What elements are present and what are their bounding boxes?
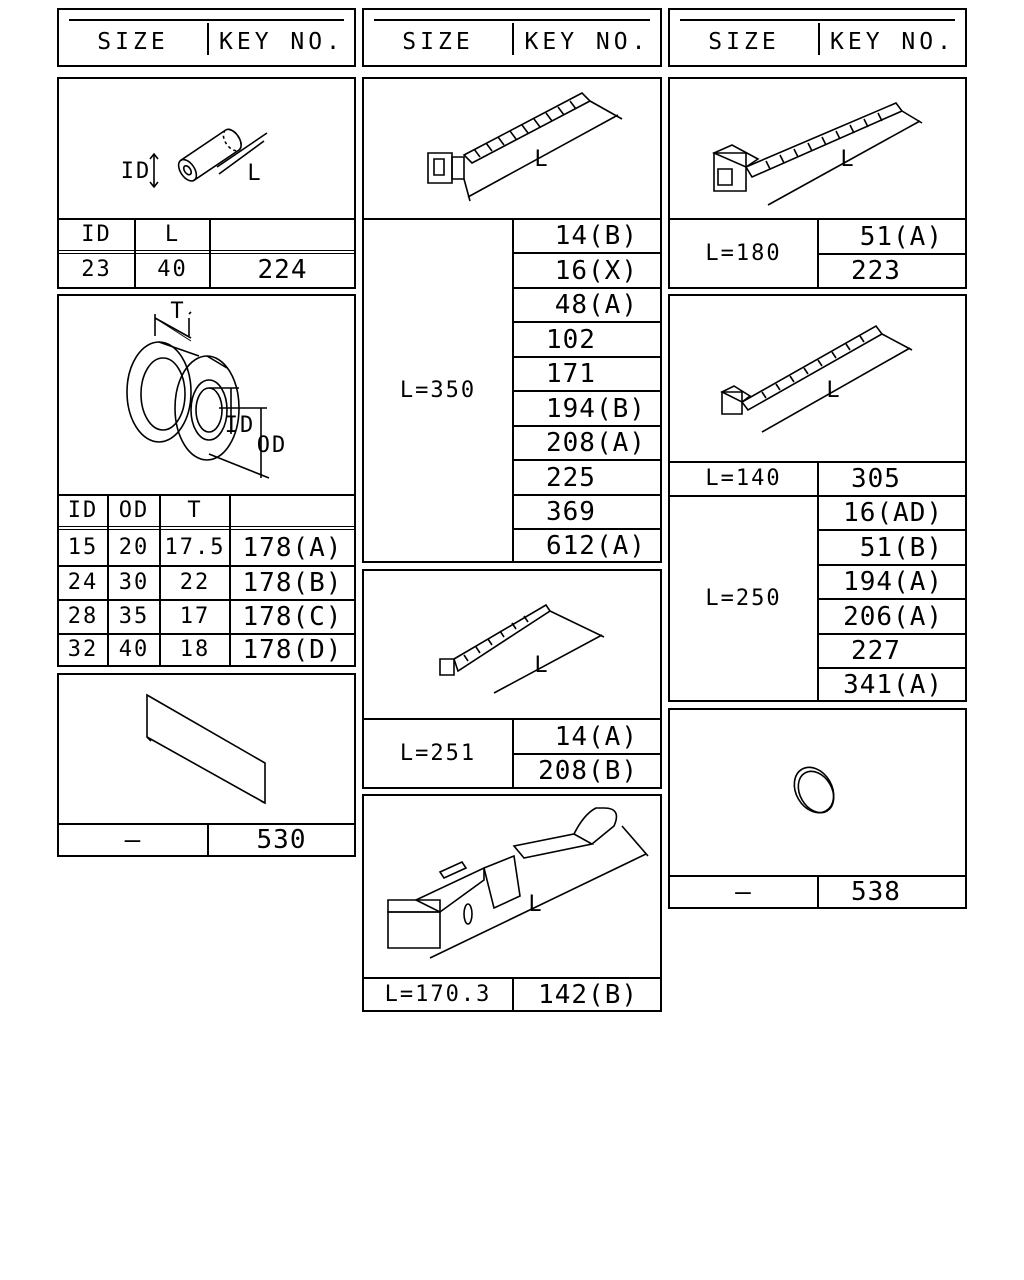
plug-panel [668, 708, 967, 909]
plate-key-no: 530 [256, 825, 307, 855]
cable-tie-180-illustration [670, 79, 965, 219]
tie-250-size: L=250 [705, 585, 782, 611]
tie-350-key-no: 194(B) [546, 393, 646, 424]
tie-350-key-no: 171 [546, 359, 596, 389]
header-col-1 [57, 8, 356, 67]
grommet-t-label: T [170, 299, 186, 324]
grommet-col-t: T [187, 498, 203, 523]
tie-251-key-no: 14(A) [554, 721, 638, 752]
plate-panel [57, 673, 356, 857]
tie-180-panel [668, 77, 967, 289]
tube-col-id: ID [81, 222, 112, 247]
grommet-col-id: ID [67, 498, 99, 523]
grommet-od-value: 35 [118, 604, 150, 629]
clip-170-panel [362, 794, 662, 1012]
tube-key-no: 224 [257, 254, 308, 285]
size-header: SIZE [97, 28, 169, 55]
grommet-id-value: 28 [67, 604, 99, 629]
tie-350-panel [362, 77, 662, 563]
grommet-t-value: 17.5 [164, 535, 226, 560]
grommet-id-value: 32 [67, 637, 99, 662]
grommet-od-value: 30 [118, 570, 150, 595]
tie-251-size: L=251 [399, 740, 477, 766]
tie-251-panel [362, 569, 662, 789]
tube-l-value: 40 [157, 256, 188, 282]
tie-180-size: L=180 [705, 240, 782, 266]
plug-illustration [670, 710, 965, 876]
tie-250-key-no: 51(B) [859, 532, 943, 563]
grommet-key-no: 178(B) [242, 568, 343, 598]
key-no-header: KEY NO. [830, 28, 955, 55]
grommet-key-no: 178(D) [242, 635, 343, 665]
header-col-2 [362, 8, 662, 67]
tie-350-key-no: 612(A) [546, 530, 646, 561]
tie-180-l-label: L [840, 147, 856, 172]
grommet-key-no: 178(C) [242, 602, 343, 632]
key-no-header: KEY NO. [219, 28, 344, 55]
grommet-key-no: 178(A) [242, 533, 343, 563]
tie-350-key-no: 369 [546, 497, 596, 527]
clip-170-l-label: L [528, 892, 544, 917]
tie-250-key-no: 227 [851, 636, 901, 666]
plate-illustration [59, 675, 354, 823]
tie-350-key-no: 14(B) [554, 221, 638, 251]
tie-350-size: L=350 [399, 377, 477, 403]
tie-350-key-no: 16(X) [554, 255, 638, 286]
tie-350-key-no: 102 [546, 324, 596, 355]
cable-tie-350-illustration [364, 79, 660, 219]
grommet-id-value: 24 [67, 570, 99, 595]
tube-l-label: L [247, 161, 263, 186]
grommet-t-value: 17 [179, 604, 211, 629]
tie-250-key-no: 206(A) [843, 601, 943, 632]
tie-250-key-no: 16(AD) [843, 498, 943, 528]
grommet-t-value: 22 [179, 570, 211, 595]
tube-id-value: 23 [81, 256, 112, 282]
plug-size: — [735, 877, 752, 907]
tie-140-l-label: L [826, 378, 842, 403]
tie-180-key-no: 51(A) [859, 221, 943, 252]
tie-350-key-no: 208(A) [546, 428, 646, 458]
cable-tie-140-illustration [670, 296, 965, 462]
header-col-3 [668, 8, 967, 67]
size-header: SIZE [402, 28, 474, 55]
tie-350-l-label: L [534, 147, 550, 172]
tie-350-key-no: 225 [546, 462, 596, 493]
grommet-col-od: OD [118, 498, 150, 523]
tie-251-l-label: L [534, 653, 550, 678]
grommet-od-label: OD [256, 433, 288, 458]
tie-251-key-no: 208(B) [538, 756, 638, 786]
grommet-illustration [59, 296, 354, 496]
plate-size: — [124, 825, 142, 855]
tube-illustration [59, 79, 354, 221]
tie-350-key-no: 48(A) [554, 290, 638, 320]
tie-140-250-panel [668, 294, 967, 702]
grommet-t-value: 18 [179, 637, 211, 662]
clip-170-key-no: 142(B) [538, 979, 638, 1010]
cable-tie-251-illustration [364, 571, 660, 719]
grommet-od-value: 20 [118, 535, 150, 560]
size-header: SIZE [708, 28, 780, 55]
tie-140-key-no: 305 [851, 464, 901, 494]
grommet-id-value: 15 [67, 535, 99, 560]
clip-170-illustration [364, 796, 660, 978]
tie-250-key-no: 194(A) [843, 567, 943, 597]
key-no-header: KEY NO. [524, 28, 650, 55]
grommet-panel [57, 294, 356, 667]
plug-key-no: 538 [851, 877, 901, 907]
tie-140-size: L=140 [705, 466, 782, 491]
tie-180-key-no: 223 [851, 256, 901, 286]
tube-id-label: ID [120, 159, 152, 184]
tube-panel [57, 77, 356, 289]
clip-170-size: L=170.3 [384, 981, 492, 1007]
tie-250-key-no: 341(A) [843, 669, 943, 700]
grommet-od-value: 40 [118, 637, 150, 662]
grommet-id-label: ID [224, 413, 256, 438]
tube-col-l: L [164, 222, 181, 247]
